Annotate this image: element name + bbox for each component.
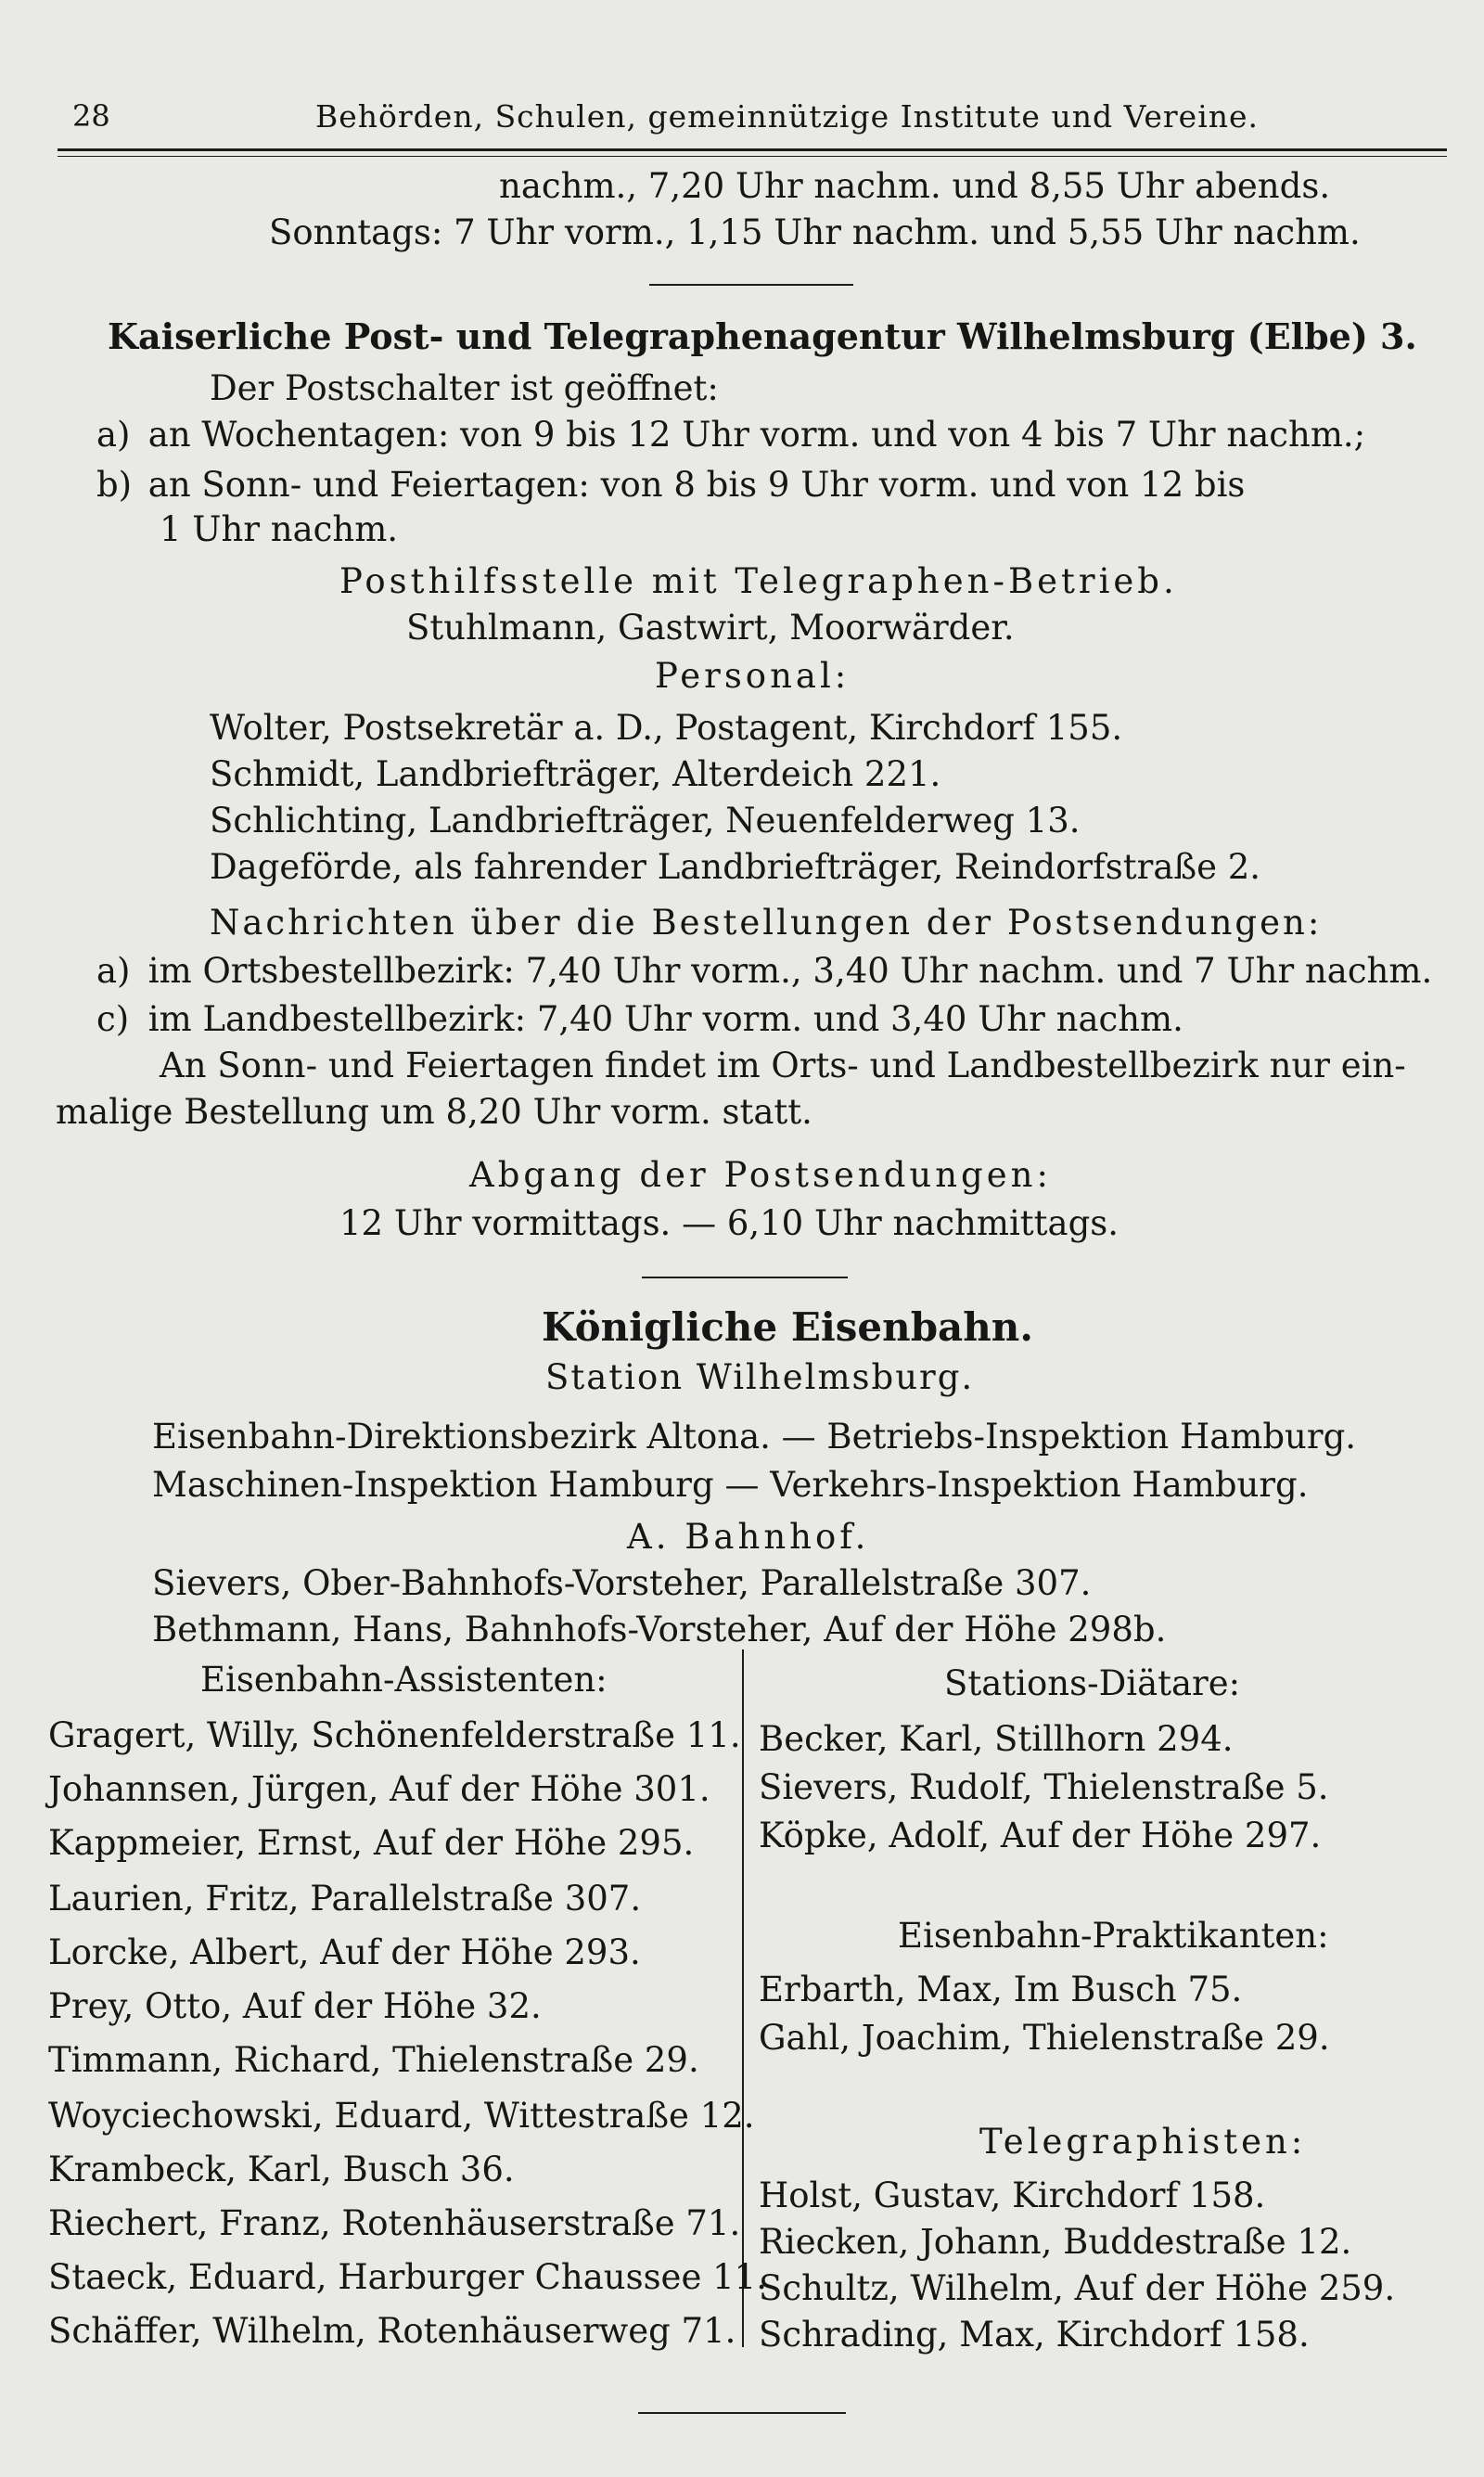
assistent-entry: Staeck, Eduard, Harburger Chaussee 11. [48,2257,767,2297]
praktikanten-heading: Eisenbahn-Praktikanten: [898,1916,1329,1956]
telegraphist-entry: Schrading, Max, Kirchdorf 158. [759,2315,1310,2355]
assistent-entry: Gragert, Willy, Schönenfelderstraße 11. [48,1715,741,1755]
item-text: im Landbestellbezirk: 7,40 Uhr vorm. und 3,40 Uhr nachm. [147,999,1183,1039]
personal-entry: Schmidt, Landbriefträger, Alterdeich 221. [210,754,941,794]
hilfsstelle-heading: Posthilfsstelle mit Telegraphen-Betrieb. [339,561,1178,601]
assistent-entry: Timmann, Richard, Thielenstraße 29. [48,2040,699,2080]
item-label: b) [96,465,133,505]
sonntag-line-2: malige Bestellung um 8,20 Uhr vorm. statt. [56,1092,812,1132]
abgang-text: 12 Uhr vormittags. — 6,10 Uhr nachmittags. [339,1203,1119,1243]
assistent-entry: Lorcke, Albert, Auf der Höhe 293. [48,1932,641,1972]
bahn-station: Station Wilhelmsburg. [545,1357,975,1397]
item-label: a) [96,951,131,991]
assistenten-heading: Eisenbahn-Assistenten: [200,1660,608,1700]
post-schalter-b-cont: 1 Uhr nachm. [160,509,399,549]
diaetare-heading: Stations-Diätare: [944,1663,1241,1703]
header-rule-thin [58,156,1447,157]
post-schalter-b [96,465,1246,505]
item-text: an Sonn- und Feiertagen: von 8 bis 9 Uhr vorm. und von 12 bis [147,465,1246,505]
praktikant-entry: Gahl, Joachim, Thielenstraße 29. [759,2018,1330,2058]
diaetar-entry: Becker, Karl, Stillhorn 294. [759,1719,1234,1759]
bahnhof-heading: A. Bahnhof. [627,1517,870,1557]
item-label: a) [96,415,131,455]
assistent-entry: Riechert, Franz, Rotenhäuserstraße 71. [48,2203,741,2243]
assistent-entry: Woyciechowski, Eduard, Wittestraße 12. [48,2096,755,2136]
sonntag-line-1: An Sonn- und Feiertagen findet im Orts- und Landbestellbezirk nur ein- [160,1046,1406,1085]
intro-line-1: nachm., 7,20 Uhr nachm. und 8,55 Uhr abends. [499,166,1331,206]
personal-entry: Wolter, Postsekretär a. D., Postagent, Kirchdorf 155. [210,708,1123,748]
assistent-entry: Prey, Otto, Auf der Höhe 32. [48,1986,542,2026]
nachrichten-heading: Nachrichten über die Bestellungen der Postsendungen: [210,903,1323,943]
item-text: im Ortsbestellbezirk: 7,40 Uhr vorm., 3,40 Uhr nachm. und 7 Uhr nachm. [147,951,1433,991]
column-divider [742,1649,744,2347]
bahn-inspektion: Maschinen-Inspektion Hamburg — Verkehrs-Inspektion Hamburg. [152,1465,1309,1505]
telegraphist-entry: Holst, Gustav, Kirchdorf 158. [759,2175,1266,2215]
assistent-entry: Johannsen, Jürgen, Auf der Höhe 301. [48,1769,710,1809]
divider-2 [642,1277,848,1278]
post-schalter-a [96,415,1366,455]
post-section-title: Kaiserliche Post- und Telegraphenagentur Wilhelmsburg (Elbe) 3. [108,315,1417,357]
assistent-entry: Laurien, Fritz, Parallelstraße 307. [48,1879,642,1919]
diaetar-entry: Köpke, Adolf, Auf der Höhe 297. [759,1816,1322,1855]
bahn-vorsteher-1: Sievers, Ober-Bahnhofs-Vorsteher, Parallelstraße 307. [152,1563,1092,1603]
item-label: c) [96,999,130,1039]
item-text: an Wochentagen: von 9 bis 12 Uhr vorm. und von 4 bis 7 Uhr nachm.; [147,415,1366,455]
praktikant-entry: Erbarth, Max, Im Busch 75. [759,1970,1243,2009]
page-number: 28 [72,98,110,134]
running-header: Behörden, Schulen, gemeinnützige Institute und Vereine. [315,98,1260,135]
assistent-entry: Kappmeier, Ernst, Auf der Höhe 295. [48,1823,695,1863]
telegraphist-entry: Riecken, Johann, Buddestraße 12. [759,2222,1352,2262]
bahn-direktion: Eisenbahn-Direktionsbezirk Altona. — Betriebs-Inspektion Hamburg. [152,1417,1357,1457]
bahn-section-title: Königliche Eisenbahn. [542,1304,1033,1350]
bahn-vorsteher-2: Bethmann, Hans, Bahnhofs-Vorsteher, Auf der Höhe 298b. [152,1610,1167,1649]
divider-3 [638,2412,846,2414]
diaetar-entry: Sievers, Rudolf, Thielenstraße 5. [759,1767,1329,1807]
nachrichten-a [96,951,1433,991]
telegraphisten-heading: Telegraphisten: [979,2122,1307,2162]
abgang-heading: Abgang der Postsendungen: [469,1155,1052,1195]
personal-entry: Schlichting, Landbriefträger, Neuenfelderweg 13. [210,801,1081,841]
assistent-entry: Schäffer, Wilhelm, Rotenhäuserweg 71. [48,2311,736,2351]
post-schalter-intro: Der Postschalter ist geöffnet: [210,368,719,408]
header-rule-thick [58,148,1447,151]
hilfsstelle-person: Stuhlmann, Gastwirt, Moorwärder. [406,608,1015,648]
telegraphist-entry: Schultz, Wilhelm, Auf der Höhe 259. [759,2268,1396,2308]
intro-line-2: Sonntags: 7 Uhr vorm., 1,15 Uhr nachm. und 5,55 Uhr nachm. [269,212,1361,252]
nachrichten-c [96,999,1183,1039]
assistent-entry: Krambeck, Karl, Busch 36. [48,2150,515,2189]
personal-entry: Dageförde, als fahrender Landbriefträger, Reindorfstraße 2. [210,847,1261,887]
personal-heading: Personal: [655,656,851,696]
divider-1 [649,284,853,286]
